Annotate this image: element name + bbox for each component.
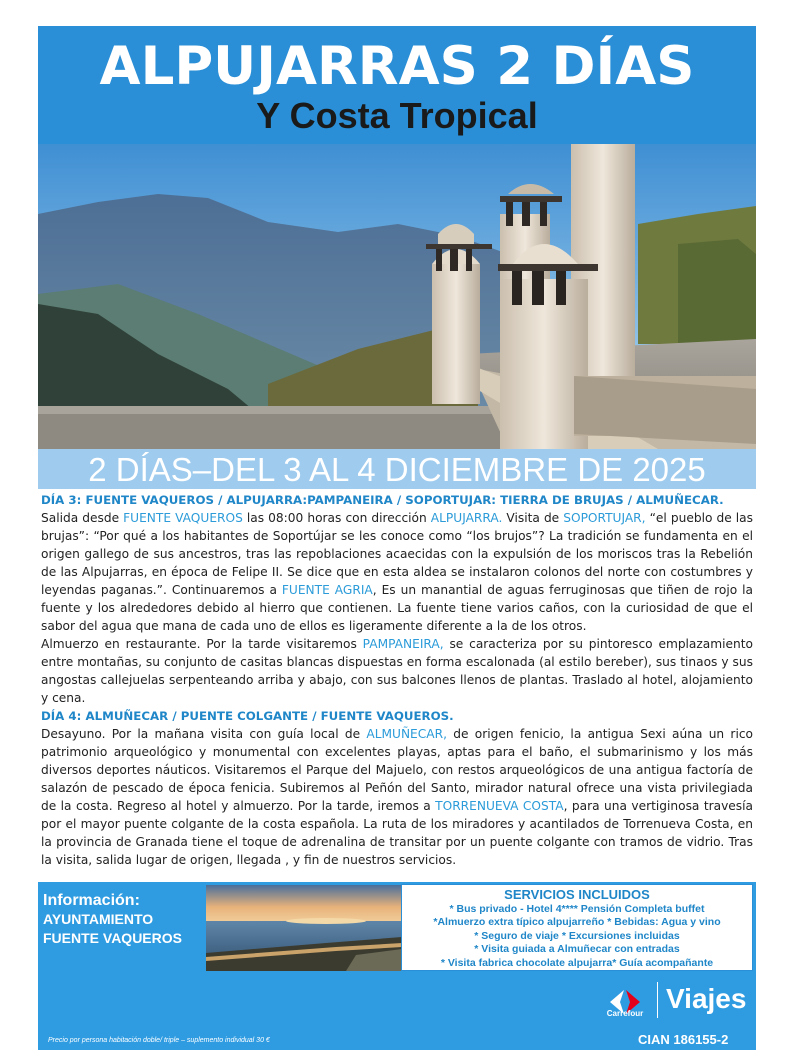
- service-item: * Visita fabrica chocolate alpujarra* Guía acompañante: [440, 956, 714, 969]
- coast-sunset-photo: [206, 885, 402, 971]
- logo-brand: Carrefour: [606, 1009, 644, 1018]
- footer-panel: [38, 882, 756, 1050]
- page-title: ALPUJARRAS 2 DÍAS: [99, 36, 695, 97]
- text-run: Salida desde: [41, 511, 124, 525]
- cian-code: CIAN 186155-2: [638, 1032, 729, 1047]
- place-highlight: TORRENUEVA COSTA: [435, 799, 564, 813]
- place-highlight: ALMUÑECAR,: [366, 727, 447, 741]
- day-1-title: DÍA 3: FUENTE VAQUEROS / ALPUJARRA:PAMPANEIRA / SOPORTUJAR: TIERRA DE BRUJAS / ALMUÑECAR.: [41, 493, 724, 507]
- place-highlight: SOPORTUJAR,: [563, 511, 646, 525]
- mountain-chimneys-photo: [38, 144, 756, 449]
- logo-divider: [657, 982, 658, 1018]
- header-banner: [38, 26, 756, 144]
- place-highlight: ALPUJARRA.: [430, 511, 503, 525]
- info-block: [43, 891, 182, 948]
- text-run: “el pueblo de las brujas”: “Por qué a los habitantes de Soportújar se les conoce como “los brujos”? La tradición se fundamenta en el origen gallego de sus ancestros, tras las repoblaciones acaecidas con la expulsión de los moriscos tras la Rebelión de las Alpujarras, en época de Felipe II. Se dice que en esta aldea se instalaron colonos del norte con costumbres y leyendas paganas.”. Continuaremos a: [41, 511, 753, 597]
- trip-dates: 2 DÍAS–DEL 3 AL 4 DICIEMBRE DE 2025: [88, 451, 706, 488]
- hero-photo: [38, 144, 756, 449]
- services-title: SERVICIOS INCLUIDOS: [504, 887, 650, 902]
- text-run: , Es un manantial de aguas ferruginosas que tiñen de rojo la fuente y los alrededores debido al hierro que contienen. La fuente tiene varios caños, con la curiosidad de que el sabor del agua que mana de cada uno de ellos es ligeramente diferente a la de los otros.: [41, 583, 753, 633]
- carrefour-viajes-logo: [602, 980, 752, 1024]
- page-subtitle: Y Costa Tropical: [256, 95, 538, 136]
- text-run: de origen fenicio, la antigua Sexi aúna un rico patrimonio arqueológico y monumental con excelentes playas, aptas para el baño, el submarinismo y los más diversos deportes náuticos. Visitaremos el Parque del Majuelo, con restos arqueológicos de una antigua factoría de salazón de pescado de época fenicia. Subiremos al Peñón del Santo, mirador natural ofrece una vista privilegiada de la costa. Regreso al hotel y almuerzo. Por la tarde, iremos a: [41, 727, 753, 813]
- text-run: las 08:00 horas con dirección: [242, 511, 431, 525]
- service-item: * Bus privado - Hotel 4**** Pensión Completa buffet: [449, 903, 705, 915]
- text-run: Visita de: [502, 511, 564, 525]
- service-item: *Almuerzo extra típico alpujarreño * Bebidas: Agua y vino: [433, 916, 721, 929]
- service-item: * Visita guiada a Almuñecar con entradas: [474, 943, 680, 956]
- services-list: [402, 903, 752, 970]
- info-line-2: FUENTE VAQUEROS: [43, 930, 182, 946]
- text-run: se caracteriza por su pintoresco emplazamiento entre montañas, su conjunto de casitas blancas dispuestas en forma escalonada (al estilo bereber), sus tinaos y sus angostas callejuelas serpenteando arriba y abajo, con sus balcones llenos de plantas. Traslado al hotel, alojamiento y cena.: [41, 637, 753, 705]
- logo-text: Viajes: [666, 983, 747, 1014]
- services-box: [401, 884, 753, 971]
- text-run: Almuerzo en restaurante. Por la tarde visitaremos: [41, 637, 363, 651]
- place-highlight: FUENTE VAQUEROS: [123, 511, 243, 525]
- itinerary-text: [41, 491, 753, 869]
- day-2-paragraph: [41, 725, 753, 869]
- dates-band: [38, 449, 756, 489]
- place-highlight: FUENTE AGRIA: [281, 583, 373, 597]
- text-run: , para una vertiginosa travesía por el mayor puente colgante de la costa española. La ruta de los miradores y acantilados de Torrenueva Costa, en la provincia de Granada tiene el toque de adrenalina de transitar por un puente colgante con tramos de vidrio. Tras la visita, salida lugar de origen, llegada , y fin de nuestros servicios.: [41, 799, 754, 867]
- day-1-paragraph-1: [41, 509, 753, 635]
- info-line-1: AYUNTAMIENTO: [43, 911, 154, 927]
- text-run: Desayuno. Por la mañana visita con guía local de: [41, 727, 367, 741]
- place-highlight: PAMPANEIRA,: [362, 637, 444, 651]
- price-footnote: Precio por persona habitación doble/ triple – suplemento individual 30 €: [48, 1037, 270, 1044]
- day-1-paragraph-2: [41, 635, 753, 707]
- day-2-title: DÍA 4: ALMUÑECAR / PUENTE COLGANTE / FUENTE VAQUEROS.: [41, 709, 454, 723]
- service-item: * Seguro de viaje * Excursiones incluidas: [474, 929, 680, 942]
- info-label: Información:: [43, 892, 140, 909]
- coast-thumbnail: [206, 885, 402, 971]
